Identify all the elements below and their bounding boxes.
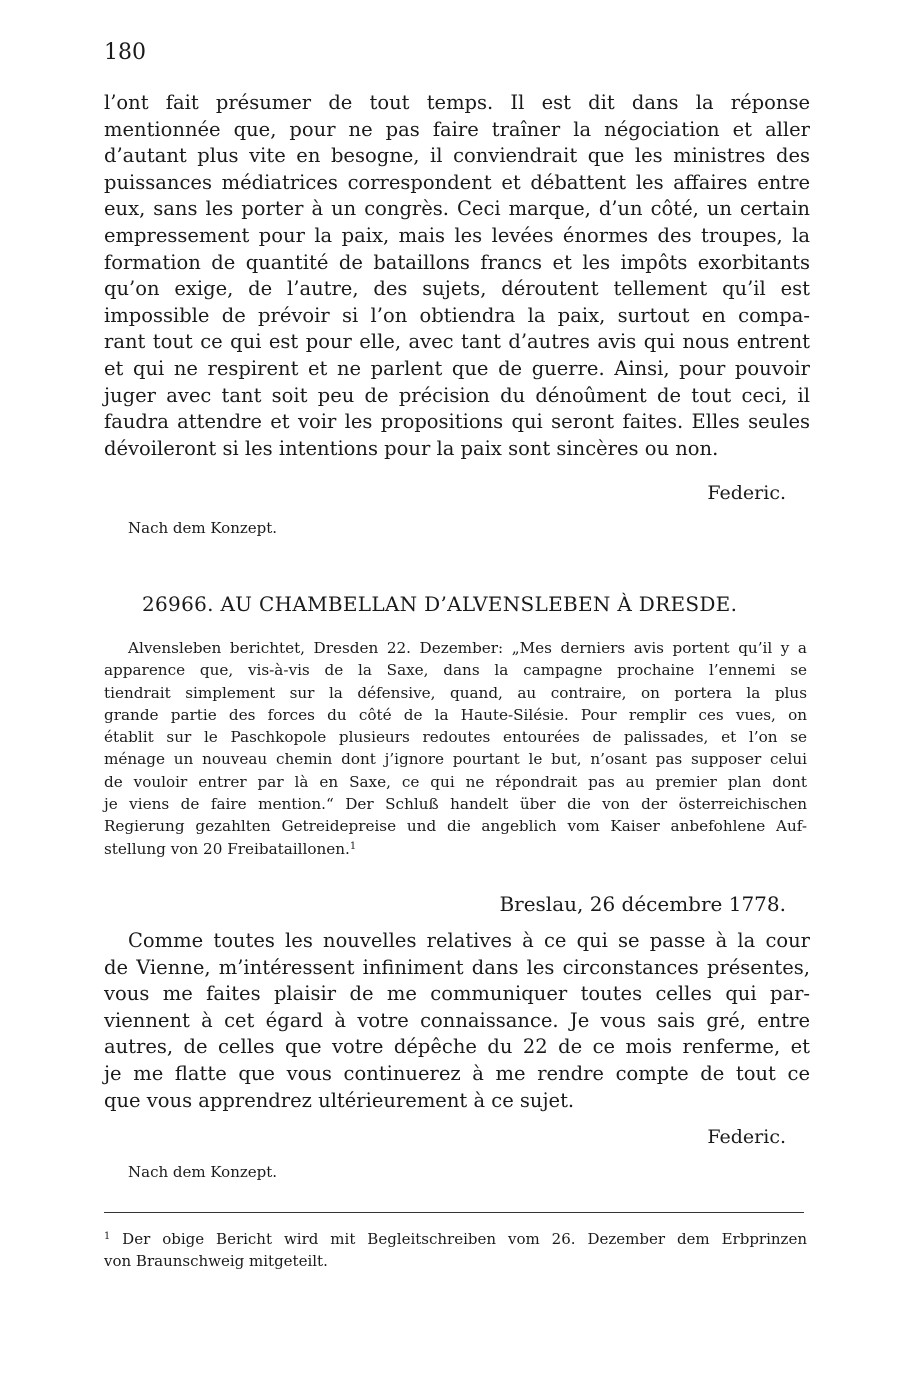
footnote-text: Der obige Bericht wird mit Begleitschreiben vom 26. Dezember dem Erbprinzen [122,1230,807,1248]
text-line: eux, sans les porter à un congrès. Ceci marque, d’un côté, un certain [104,197,810,221]
summary-line-text: stellung von 20 Freibataillonen. [104,839,350,858]
summary-line: tiendrait simplement sur la défensive, quand, au contraire, on portera la plus [104,683,807,702]
text-line: et qui ne respirent et ne parlent que de guerre. Ainsi, pour pouvoir [104,356,810,380]
page-number: 180 [104,40,146,65]
text-line: rant tout ce qui est pour elle, avec tant d’autres avis qui nous entrent [104,330,810,354]
text-line: Comme toutes les nouvelles relatives à ce qui se passe à la cour [128,929,810,952]
text-line: puissances médiatrices correspondent et débattent les affaires entre [104,170,810,194]
summary-line: Alvensleben berichtet, Dresden 22. Dezember: „Mes derniers avis portent qu’il y a [128,639,807,657]
text-line: d’autant plus vite en besogne, il conviendrait que les ministres des [104,144,810,168]
text-line: autres, de celles que votre dépêche du 22 de ce mois renferme, et [104,1035,810,1059]
text-line: de Vienne, m’intéressent infiniment dans les circonstances présentes, [104,955,810,979]
text-line: l’ont fait présumer de tout temps. Il est dit dans la réponse [104,91,810,114]
source-note: Nach dem Konzept. [128,519,278,537]
text-line: que vous apprendrez ultérieurement à ce sujet. [104,1088,575,1112]
summary-line: apparence que, vis-à-vis de la Saxe, dans la campagne prochaine l’ennemi se [104,661,807,680]
footnote-reference: 1 [349,840,357,852]
footnote [104,1228,807,1272]
text-line: vous me faites plaisir de me communiquer toutes celles qui par- [104,982,810,1006]
text-line: impossible de prévoir si l’on obtiendra la paix, surtout en compa- [104,303,810,327]
summary-line: ménage un nouveau chemin dont j’ignore pourtant le but, n’osant pas supposer celui [104,750,807,769]
dateline: Breslau, 26 décembre 1778. [499,892,786,916]
footnote-line [104,1228,807,1250]
text-line: juger avec tant soit peu de précision du dénoûment de tout ceci, il [104,383,810,407]
report-summary [104,637,807,860]
summary-line: de vouloir entrer par là en Saxe, ce qui ne répondrait pas au premier plan dont [104,772,807,791]
letter-continuation-paragraph [104,90,810,462]
letter-paragraph [104,928,810,1114]
text-line: empressement pour la paix, mais les levées énormes des troupes, la [104,223,810,247]
document-heading: 26966. AU CHAMBELLAN D’ALVENSLEBEN À DRESDE. [142,592,738,616]
footnote-divider [104,1212,804,1213]
summary-line: je viens de faire mention.“ Der Schluß handelt über die von der österreichischen [104,795,807,814]
text-line: mentionnée que, pour ne pas faire traîner la négociation et aller [104,117,810,141]
summary-line: Regierung gezahlten Getreidepreise und die angeblich vom Kaiser anbefohlene Auf- [104,817,807,836]
text-line: formation de quantité de bataillons francs et les impôts exorbitants [104,250,810,274]
text-line: viennent à cet égard à votre connaissance. Je vous sais gré, entre [104,1008,810,1032]
text-line: qu’on exige, de l’autre, des sujets, déroutent tellement qu’il est [104,277,810,301]
text-line: faudra attendre et voir les propositions qui seront faites. Elles seules [104,410,810,434]
text-line: dévoileront si les intentions pour la paix sont sincères ou non. [104,436,719,460]
summary-line: grande partie des forces du côté de la Haute-Silésie. Pour remplir ces vues, on [104,705,807,724]
signature: Federic. [707,1126,786,1148]
summary-line: établit sur le Paschkopole plusieurs redoutes entourées de palissades, et l’on se [104,728,807,747]
signature: Federic. [707,482,786,504]
source-note: Nach dem Konzept. [128,1163,278,1181]
text-line: je me flatte que vous continuerez à me rendre compte de tout ce [104,1061,810,1085]
footnote-line: von Braunschweig mitgeteilt. [104,1252,328,1270]
summary-line-last [104,838,807,860]
footnote-marker: 1 [104,1231,111,1243]
